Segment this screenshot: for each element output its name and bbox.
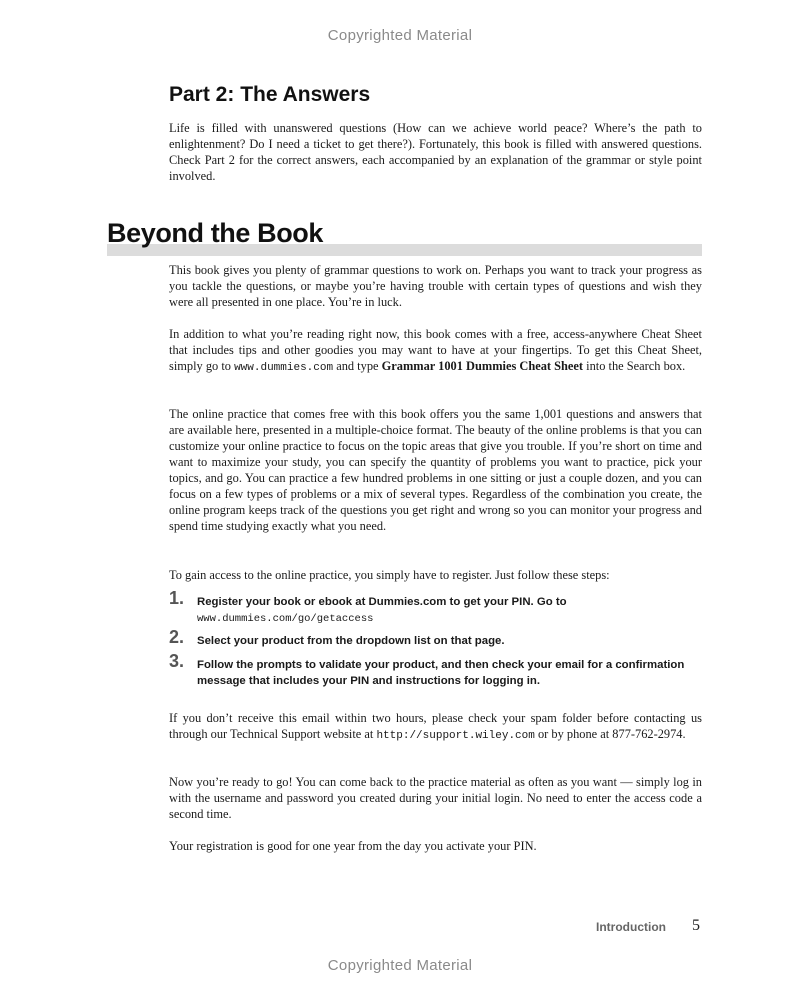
- part2-heading: Part 2: The Answers: [169, 83, 371, 106]
- watermark-bottom: Copyrighted Material: [327, 957, 473, 974]
- paragraph-support: [169, 710, 702, 744]
- footer-section-label: Introduction: [596, 920, 666, 934]
- section-heading-block: [107, 218, 702, 258]
- support-link[interactable]: http://support.wiley.com: [376, 730, 535, 742]
- page-number: 5: [692, 917, 700, 934]
- step-text: Register your book or ebook at Dummies.com to get your PIN. Go to: [197, 596, 567, 608]
- step-text: Follow the prompts to validate your product, and then check your email for a confirmation message that includes your PIN and instructions for logging in.: [197, 659, 685, 687]
- step-number: 2.: [169, 627, 185, 647]
- paragraph-register-intro: To gain access to the online practice, you simply have to register. Just follow these steps:: [169, 568, 610, 582]
- support-text-a: If you don’t receive this email within two hours, please check your spam folder before contacting us through our Technical Support website at: [169, 711, 702, 741]
- step-number: 3.: [169, 651, 185, 671]
- support-text-b: or by phone at 877-762-2974.: [534, 727, 686, 741]
- step-text: Select your product from the dropdown list on that page.: [197, 635, 505, 647]
- step-number: 1.: [169, 588, 185, 608]
- paragraph-ready: Now you’re ready to go! You can come back to the practice material as often as you want — simply log in with the username and password you created during your initial login. No need to enter the access code a second time.: [169, 775, 702, 821]
- section-heading: Beyond the Book: [107, 218, 324, 248]
- paragraph-intro: This book gives you plenty of grammar questions to work on. Perhaps you want to track your progress as you tackle the questions, or maybe you’re having trouble with certain types of questions and wish they were all presented in one place. You’re in luck.: [169, 263, 702, 309]
- cheat-sheet-search-term: Grammar 1001 Dummies Cheat Sheet: [381, 359, 584, 373]
- cheat-sheet-text-c: into the Search box.: [583, 359, 686, 373]
- part2-paragraph: Life is filled with unanswered questions (How can we achieve world peace? Where’s the path to enlightenment? Do I need a ticket to get there?). Fortunately, this book is filled with answered questions. Check Part 2 for the correct answers, each accompanied by an explanation of the grammar or style point involved.: [169, 121, 702, 183]
- paragraph-registration-term: Your registration is good for one year from the day you activate your PIN.: [169, 839, 537, 853]
- step-item: [169, 588, 702, 627]
- paragraph-cheat-sheet: [169, 326, 702, 376]
- cheat-sheet-text-b: and type: [333, 359, 382, 373]
- getaccess-link[interactable]: www.dummies.com/go/getaccess: [197, 613, 374, 625]
- step-item: [169, 627, 702, 649]
- paragraph-online-practice: The online practice that comes free with this book offers you the same 1,001 questions and answers that are available here, presented in a multiple-choice format. The beauty of the online problems is that you can customize your online practice to focus on the topic areas that give you trouble. If you’re short on time and want to maximize your study, you can specify the quantity of problems you want to practice, pick your topics, and go. You can practice a few hundred problems in one sitting or just a couple dozen, and you can focus on a few types of problems or a mix of several types. Regardless of the combination you create, the online program keeps track of the questions you get right and wrong so you can monitor your progress and spend time studying exactly what you need.: [169, 407, 702, 533]
- step-item: [169, 651, 702, 689]
- cheat-sheet-text-a: In addition to what you’re reading right now, this book comes with a free, access-anywhere Cheat Sheet that includes tips and other goodies you may want to have at your fingertips. To get this Cheat Sheet, simply go to: [169, 327, 702, 373]
- watermark-top: Copyrighted Material: [327, 27, 473, 44]
- registration-steps: [169, 588, 702, 689]
- dummies-link[interactable]: www.dummies.com: [234, 362, 334, 374]
